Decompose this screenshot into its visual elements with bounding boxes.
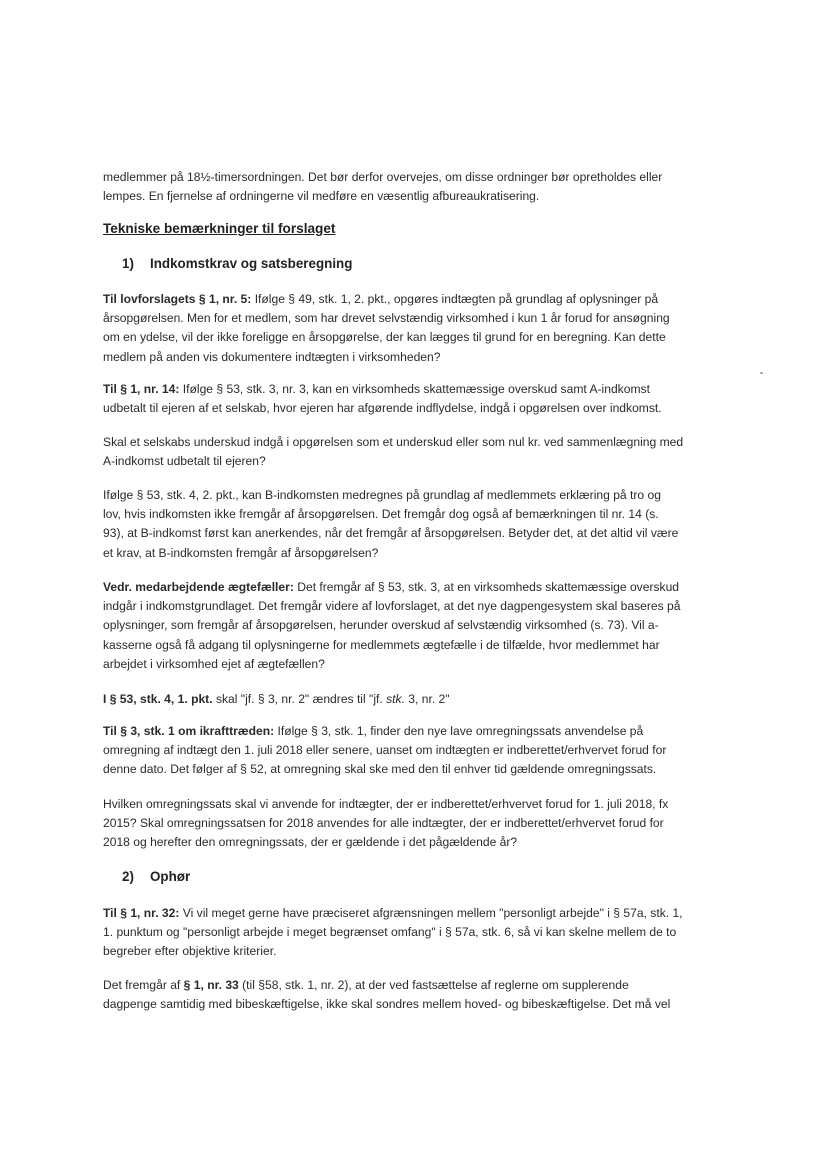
paragraph-section1-nr32: Til § 1, nr. 32: Vi vil meget gerne have præciseret afgrænsningen mellem "personligt arbejde" i § 57a, stk. 1, 1. punktum og "personligt arbejde i meget begrænset omfang" i § 57a, stk. 6, så vi kan skelne mellem de to begreber efter objektive kriterier.	[103, 906, 683, 959]
paragraph-effective-date: Til § 3, stk. 1 om ikrafttræden: Ifølge § 3, stk. 1, finder den nye lave omregningssats anvendelse på omregning af indtægt den 1. juli 2018 eller senere, uanset om indtægten er indberettet/erhvervet forud for denne dato. Det følger af § 52, at omregning skal ske med den til enhver tid gældende omregningssats.	[103, 724, 667, 777]
paragraph-correction: I § 53, stk. 4, 1. pkt. skal "jf. § 3, nr. 2" ændres til "jf. stk. 3, nr. 2"	[103, 692, 450, 706]
heading-income-requirement: 1) Indkomstkrav og satsberegning	[122, 256, 353, 271]
paragraph-spouses: Vedr. medarbejdende ægtefæller: Det fremgår af § 53, stk. 3, at en virksomheds skattemæssige overskud indgår i indkomstgrundlaget. Det fremgår videre af lovforslaget, at det nye dagpengesystem skal baseres på oplysninger, som fremgår af årsopgørelsen, herunder overskud af selvstændig virksomhed (s. 73). Vil a- kasserne også få adgang til oplysningerne for medlemmets ægtefælle i de tilfælde, hvor medlemmet har arbejdet i virksomhed ejet af ægtefællen?	[103, 580, 681, 671]
paragraph-company-deficit: Skal et selskabs underskud indgå i opgørelsen som et underskud eller som nul kr. ved sammenlægning med A-indkomst udbetalt til ejeren?	[103, 435, 684, 469]
section-title: Tekniske bemærkninger til forslaget	[103, 221, 336, 236]
paragraph-section1-nr5: Til lovforslagets § 1, nr. 5: Ifølge § 49, stk. 1, 2. pkt., opgøres indtægten på grundlag af oplysninger på årsopgørelsen. Men for et medlem, som har drevet selvstændig virksomhed i kun 1 år forud for ansøgning om en ydelse, vil der ikke foreligge en årsopgørelse, der kan lægges til grund for en beregning. Kan dette medlem på anden vis dokumentere indtægten i virksomheden?	[103, 292, 670, 364]
paragraph-section1-nr14: Til § 1, nr. 14: Ifølge § 53, stk. 3, nr. 3, kan en virksomheds skattemæssige overskud samt A-indkomst udbetalt til ejeren af et selskab, hvor ejeren har afgørende indflydelse, indgå i opgørelsen over indkomst.	[103, 382, 662, 416]
paragraph-intro: medlemmer på 18½-timersordningen. Det bør derfor overvejes, om disse ordninger bør opretholdes eller lempes. En fjernelse af ordningerne vil medføre en væsentlig afbureaukratisering.	[103, 170, 663, 204]
paragraph-section1-nr33: Det fremgår af § 1, nr. 33 (til §58, stk. 1, nr. 2), at der ved fastsættelse af reglerne om supplerende dagpenge samtidig med bibeskæftigelse, ikke skal sondres mellem hoved- og bibeskæftigelse. Det må vel	[103, 978, 671, 1012]
paragraph-conversion-rate: Hvilken omregningssats skal vi anvende for indtægter, der er indberettet/erhvervet forud for 1. juli 2018, fx 2015? Skal omregningssatsen for 2018 anvendes for alle indtægter, der er indberettet/erhvervet forud for 2018 og herefter den omregningssats, der er gældende i det pågældende år?	[103, 797, 669, 850]
paragraph-b-income: Ifølge § 53, stk. 4, 2. pkt., kan B-indkomsten medregnes på grundlag af medlemmets erklæring på tro og lov, hvis indkomsten ikke fremgår af årsopgørelsen. Det fremgår dog også af bemærkningen til nr. 14 (s. 93), at B-indkomst først kan anerkendes, når det fremgår af årsopgørelsen. Betyder det, at det altid vil være et krav, at B-indkomsten fremgår af årsopgørelsen?	[103, 488, 679, 560]
scan-speck	[760, 372, 763, 374]
heading-termination: 2) Ophør	[122, 869, 191, 884]
